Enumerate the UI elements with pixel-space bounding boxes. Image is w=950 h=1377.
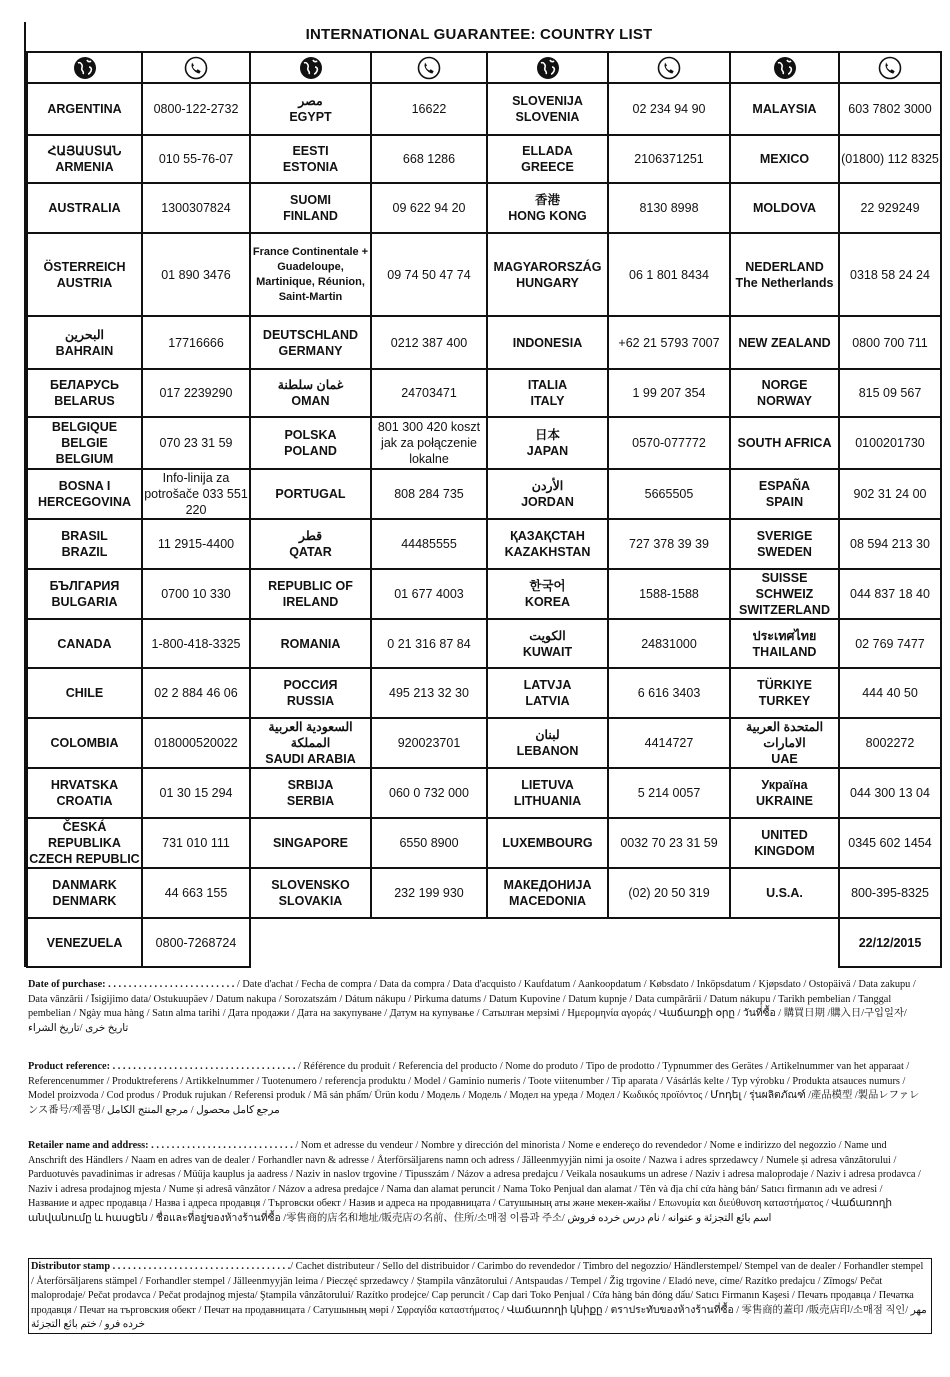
phone-number: 44485555	[371, 519, 487, 569]
country-native-name: РОССИЯ	[283, 678, 338, 692]
distributor-stamp-translations: / Cachet distributeur / Sello del distribuidor / Carimbo do revendedor / Timbro del negozzio/ Händlerstempel/ Stempel van de dealer / Forhandler stempel / Återförsäljarens stämpel / Forhandler stempel / Jälleenmyyjän leima / Pieczęć sprzedawcy / Ștampila vânzătorului / Antspaudas / Tempel / Žig trgovine / Eladó neve, címe/ Razítko predajcu / Zīmogs/ Pečat maloprodaje/ Pečat prodavca / Pečat prodajnog mjesta/ Ştampila vânzătorului/ Razítko prodejce/ Cap peruncit / Cap dari Toko Penjual / Cửa hàng bán đóng dấu/ Satıcı Firmanın Kaşesi / Печать продавца / Печатка продавця / Печат на търговския обект / Печат на продавницата / Сатушының мөрі / Σφραγίδα καταστήματος / Վաճառողի կնիքը / ตราประทับของห้างร้านที่ซื้อ / 零售商的蓋印 /販売店印/소매점 직인/ مهر خرده فرو / ختم بائع التجزئة	[31, 1261, 927, 1331]
country-english-name: IRELAND	[282, 595, 339, 609]
country-name	[250, 369, 371, 417]
country-english-name: OMAN	[291, 394, 330, 408]
country-name	[27, 768, 142, 818]
phone-number: 1-800-418-3325	[142, 619, 250, 668]
country-english-name: KOREA	[524, 595, 571, 609]
phone-number: 495 213 32 30	[371, 668, 487, 718]
country-native-name: Україна	[761, 778, 808, 792]
page-title: INTERNATIONAL GUARANTEE: COUNTRY LIST	[305, 26, 653, 43]
country-name	[27, 718, 142, 768]
country-native-name: SVERIGE	[756, 529, 813, 543]
phone-number: 6 616 3403	[608, 668, 730, 718]
phone-number: 731 010 111	[142, 818, 250, 868]
country-native-name: БЪЛГАРИЯ	[49, 579, 120, 593]
country-name	[250, 519, 371, 569]
product-reference-translations: / Référence du produit / Referencia del producto / Nome do produto / Tipo de prodotto / Typnummer des Gerätes / Artikelnummer van het apparaat / Referencenummer / Produktreferens / Artikkelnummer / Tuotenumero / referencja produktu / Model / Gaminio numeris / Toote viitenumber / Tip aparata / Vásárlás kelte / Typ výrobku / Produkta atsauces numurs / Model proizvoda / Cod produs / Produk rujukan / Referensi produk / Mã sản phẩm/ Ürün kodu / Модель / Модель / Модел на уреда / Модел / Κωδικός προϊόντος / Մոդել / รุ่นผลิตภัณฑ์ /產品模型 /製品レファレンス番号/제품명/ مرجع کامل محصول / مرجع المنتج الكامل	[28, 1061, 920, 1116]
country-native-name: ITALIA	[527, 378, 568, 392]
phone-number: (02) 20 50 319	[608, 868, 730, 918]
table-row	[27, 619, 941, 668]
phone-number: 044 837 18 40	[839, 569, 941, 619]
country-name	[487, 83, 608, 135]
country-name	[250, 768, 371, 818]
country-name	[250, 417, 371, 469]
country-native-name: 한국어	[529, 579, 566, 593]
country-name	[487, 183, 608, 233]
country-name	[250, 183, 371, 233]
country-native-name: الأردن	[531, 479, 564, 493]
globe-icon	[27, 52, 142, 83]
country-native-name: ELLADA	[522, 144, 573, 158]
country-name	[487, 233, 608, 316]
country-native-name: قطر	[298, 529, 323, 543]
table-row	[27, 369, 941, 417]
phone-number: 01 677 4003	[371, 569, 487, 619]
country-native-name: البحرين	[64, 327, 104, 342]
phone-number: 018000520022	[142, 718, 250, 768]
country-english-name: POLAND	[284, 444, 337, 458]
country-native-name: TÜRKIYE	[757, 678, 812, 692]
document-date: 22/12/2015	[839, 918, 941, 967]
country-name	[730, 417, 839, 469]
retailer-translations: / Nom et adresse du vendeur / Nombre y dirección del minorista / Nome e endereço do revendedor / Nome e indirizzo del negozzio / Name und Anschrift des Händlers / Naam en adres van de dealer / Forhandler navn & adresse / Återförsäljarens namn och adress / Jälleenmyyjän nimi ja osoite / Nazwa i adres sprzedawcy / Numele și adresa vânzătorului / Parduotuvės pavadinimas ir adresas / Müüja kauplus ja aadress / Naziv in naslov trgovine / Tipusszám / Názov a adresa predajcu / Veikala nosaukums un adrese / Naziv i adresa maloprodaje / Naziv i adresa prodavca / Naziv i adresa prodajnog mjesta / Nume și adresă vânzător / Názov a adresa predajce / Nama dan alamat peruncit / Nama Toko Penjual dan alamat / Tên và địa chỉ cửa hàng bán/ Satıcı firmanın adı ve adresi / Название и адрес продавца / Назва і адреса продавця / Търговски обект / Назив и адреса на продавницата / Сатушының аты және мекен-жайы / Επωνυμία και διεύθυνση καταστήματος / Վաճառողի անվանումը և հասցեն / ชื่อและที่อยู่ของห้างร้านที่ซื้อ /零售商的店名和地址/販売店の名前、住所/소매점 이름과 주소/ اسم بائع التجزئة و عنوانه / نام درس خرده فروش	[28, 1140, 921, 1224]
table-row	[27, 868, 941, 918]
country-native-name: AUSTRALIA	[48, 201, 121, 215]
country-native-name: PORTUGAL	[275, 487, 346, 501]
table-row	[27, 818, 941, 868]
country-name	[250, 619, 371, 668]
country-native-name: MEXICO	[759, 152, 810, 166]
country-english-name: HUNGARY	[516, 275, 579, 290]
phone-number: 5 214 0057	[608, 768, 730, 818]
country-native-name: ՀԱՅԱՍՏԱՆ	[47, 144, 122, 158]
country-name	[250, 316, 371, 369]
country-english-name: LEBANON	[516, 744, 579, 758]
country-name	[27, 668, 142, 718]
country-english-name: ITALY	[530, 394, 565, 408]
country-name	[27, 183, 142, 233]
table-row	[27, 183, 941, 233]
phone-icon	[608, 52, 730, 83]
country-english-name: SWEDEN	[757, 545, 812, 559]
phone-number: 09 74 50 47 74	[371, 233, 487, 316]
country-english-name: ARMENIA	[55, 160, 114, 174]
country-native-name: MAGYARORSZÁG	[493, 259, 602, 274]
country-name	[27, 316, 142, 369]
country-native-name: BELGIQUE BELGIE	[51, 420, 118, 450]
country-name: VENEZUELA	[27, 918, 142, 967]
phone-number: 1588-1588	[608, 569, 730, 619]
phone-number: 0212 387 400	[371, 316, 487, 369]
country-name	[487, 569, 608, 619]
phone-number: 920023701	[371, 718, 487, 768]
country-english-name: The Netherlands	[735, 275, 834, 290]
phone-number: 0318 58 24 24	[839, 233, 941, 316]
country-native-name: ROMANIA	[280, 636, 341, 651]
table-row	[27, 469, 941, 519]
phone-number: 0800 700 711	[839, 316, 941, 369]
phone-number: 603 7802 3000	[839, 83, 941, 135]
globe-icon	[730, 52, 839, 83]
country-native-name: CANADA	[57, 636, 112, 651]
phone-number: 017 2239290	[142, 369, 250, 417]
phone-number: 02 769 7477	[839, 619, 941, 668]
country-english-name: DENMARK	[52, 894, 117, 908]
country-english-name: GERMANY	[278, 343, 343, 358]
country-english-name: MACEDONIA	[508, 894, 587, 908]
country-english-name: UKRAINE	[756, 794, 813, 808]
country-native-name: الكويت	[529, 628, 566, 643]
phone-number: 0345 602 1454	[839, 818, 941, 868]
country-native-name: DEUTSCHLAND	[262, 327, 359, 342]
country-name	[730, 768, 839, 818]
header-row	[27, 52, 941, 83]
product-reference-label: Product reference: . . . . . . . . . . . . . . . . . . . . . . . . . . . . . . . . . . . .	[28, 1061, 296, 1072]
phone-number: 070 23 31 59	[142, 417, 250, 469]
country-native-name: المتحدة العربية الامارات	[745, 720, 824, 750]
phone-number: 22 929249	[839, 183, 941, 233]
globe-icon	[487, 52, 608, 83]
country-name	[487, 818, 608, 868]
country-english-name: SAUDI ARABIA	[265, 752, 356, 766]
country-name	[250, 718, 371, 768]
phone-number: 01 890 3476	[142, 233, 250, 316]
blank-area	[250, 918, 839, 967]
country-native-name: SLOVENIJA	[512, 94, 583, 108]
country-native-name: 香港	[534, 193, 560, 207]
phone-number: 0032 70 23 31 59	[608, 818, 730, 868]
country-name	[487, 668, 608, 718]
country-name	[487, 519, 608, 569]
phone-number: 09 622 94 20	[371, 183, 487, 233]
country-name	[250, 868, 371, 918]
country-native-name: LIETUVA	[521, 778, 574, 792]
phone-icon	[371, 52, 487, 83]
country-name	[487, 718, 608, 768]
country-name	[27, 469, 142, 519]
country-name	[730, 668, 839, 718]
country-english-name: KAZAKHSTAN	[504, 545, 591, 559]
retailer-label: Retailer name and address: . . . . . . . . . . . . . . . . . . . . . . . . . . . .	[28, 1140, 293, 1151]
country-name	[730, 569, 839, 619]
country-english-name: BAHRAIN	[55, 343, 114, 358]
country-name	[487, 369, 608, 417]
country-english-name: CZECH REPUBLIC	[29, 852, 140, 866]
phone-number: 02 2 884 46 06	[142, 668, 250, 718]
phone-number: 06 1 801 8434	[608, 233, 730, 316]
phone-number: 010 55-76-07	[142, 135, 250, 183]
phone-number: 0 21 316 87 84	[371, 619, 487, 668]
country-english-name: RUSSIA	[286, 694, 335, 708]
phone-number: 1300307824	[142, 183, 250, 233]
date-of-purchase-translations: / Date d'achat / Fecha de compra / Data da compra / Data d'acquisto / Kaufdatum / Aankoopdatum / Købsdato / Inköpsdatum / Kjøpsdato / Ostopäivä / Data zakupu / Data vânzării / Īsigijimo data/ Ostukuupäev / Datum nakupa / Sorozatszám / Dátum nákupu / Pirkuma datums / Datum Kupovine / Datum kupnje / Data cumpărării / Datum nákupu / Tarikh pembelian / Tanggal pembelian / Ngày mua hàng / Satın alma tarihi / Дата продажи / Дата на закупуване / Датум на купување / Сатылған мерзімі / Ημερομηνία αγοράς / Վաճառքի օրը / วันที่ซื้อ / 購買日期 /購入日/구입일자/ تاریخ خری /تاريخ الشراء	[28, 979, 916, 1034]
table-row	[27, 233, 941, 316]
country-english-name: LATVIA	[525, 694, 570, 708]
country-native-name: SUISSE SCHWEIZ	[755, 571, 814, 601]
table-row	[27, 768, 941, 818]
phone-number: 668 1286	[371, 135, 487, 183]
table-row	[27, 316, 941, 369]
country-name	[27, 135, 142, 183]
phone-number: 0800-122-2732	[142, 83, 250, 135]
country-english-name: CROATIA	[56, 794, 113, 808]
country-native-name: CHILE	[65, 686, 104, 700]
phone-number: 902 31 24 00	[839, 469, 941, 519]
phone-number: 1 99 207 354	[608, 369, 730, 417]
country-native-name: SUOMI	[290, 193, 331, 207]
country-native-name: NEW ZEALAND	[738, 335, 831, 350]
distributor-stamp-block	[28, 1258, 932, 1334]
country-english-name: SWITZERLAND	[739, 603, 830, 617]
globe-icon	[250, 52, 371, 83]
country-english-name: EGYPT	[289, 110, 332, 124]
country-english-name: QATAR	[289, 545, 332, 559]
phone-number: 8130 8998	[608, 183, 730, 233]
country-name	[250, 135, 371, 183]
country-english-name: BRAZIL	[61, 545, 108, 559]
country-english-name: THAILAND	[752, 644, 817, 659]
date-of-purchase-label: Date of purchase: . . . . . . . . . . . . . . . . . . . . . . . . .	[28, 979, 235, 990]
country-name	[487, 135, 608, 183]
country-english-name: KINGDOM	[754, 844, 815, 858]
country-english-name: GREECE	[521, 160, 574, 174]
phone-number: 24703471	[371, 369, 487, 417]
country-native-name: مصر	[298, 94, 323, 108]
phone-number: 808 284 735	[371, 469, 487, 519]
country-name	[730, 233, 839, 316]
country-english-name: AUSTRIA	[56, 275, 113, 290]
country-native-name: ÖSTERREICH	[43, 259, 126, 274]
country-native-name: لبنان	[535, 728, 560, 742]
country-english-name: BULGARIA	[51, 595, 118, 609]
country-name	[27, 83, 142, 135]
table-row	[27, 83, 941, 135]
phone-number: Info-linija za potrošače 033 551 220	[142, 469, 250, 519]
country-native-name: INDONESIA	[512, 335, 583, 350]
country-native-name: COLOMBIA	[50, 736, 119, 750]
country-name	[730, 469, 839, 519]
table-row	[27, 569, 941, 619]
phone-number: 6550 8900	[371, 818, 487, 868]
phone-number: (01800) 112 8325	[839, 135, 941, 183]
country-english-name: JAPAN	[526, 444, 569, 458]
country-name	[250, 818, 371, 868]
country-name	[250, 668, 371, 718]
country-native-name: 日本	[534, 428, 560, 442]
phone-number: 0570-077772	[608, 417, 730, 469]
phone-number: 727 378 39 39	[608, 519, 730, 569]
phone-number: 060 0 732 000	[371, 768, 487, 818]
country-native-name: HRVATSKA	[50, 778, 119, 792]
phone-number: 2106371251	[608, 135, 730, 183]
country-native-name: ҚАЗАҚСТАН	[510, 529, 585, 543]
country-table	[26, 51, 942, 968]
retailer-block	[28, 1139, 924, 1227]
country-name	[730, 369, 839, 417]
country-native-name: BRASIL	[61, 529, 108, 543]
phone-number: 801 300 420 koszt jak za połączenie lokalne	[371, 417, 487, 469]
country-name	[487, 316, 608, 369]
country-english-name: KUWAIT	[522, 644, 573, 659]
country-native-name: DANMARK	[52, 878, 117, 892]
country-english-name: NORWAY	[757, 394, 812, 408]
country-name	[730, 183, 839, 233]
country-english-name: JORDAN	[521, 495, 574, 509]
table-row	[27, 135, 941, 183]
country-native-name: السعودية العربية المملكة	[268, 720, 353, 750]
country-native-name: NORGE	[761, 378, 808, 392]
country-native-name: ประเทศไทย	[752, 628, 817, 643]
phone-number: 01 30 15 294	[142, 768, 250, 818]
phone-number: 02 234 94 90	[608, 83, 730, 135]
country-name	[730, 718, 839, 768]
country-native-name: France Continentale + Guadeloupe, Martinique, Réunion, Saint-Martin	[252, 245, 369, 303]
country-native-name: ČESKÁ REPUBLIKA	[48, 820, 121, 850]
country-native-name: MOLDOVA	[753, 201, 816, 215]
country-name	[730, 519, 839, 569]
country-english-name: FINLAND	[283, 209, 338, 223]
phone-number: 0800-7268724	[142, 918, 250, 967]
product-reference-block	[28, 1060, 924, 1118]
country-name	[27, 417, 142, 469]
phone-number: 0100201730	[839, 417, 941, 469]
country-native-name: ARGENTINA	[47, 102, 122, 116]
country-name	[27, 233, 142, 316]
country-native-name: SLOVENSKO	[271, 878, 350, 892]
table-row	[27, 519, 941, 569]
country-english-name: TURKEY	[758, 694, 811, 708]
country-native-name: غمان سلطنة	[277, 378, 344, 392]
country-english-name: BELARUS	[54, 394, 115, 408]
country-english-name: SLOVENIA	[515, 110, 580, 124]
phone-icon	[839, 52, 941, 83]
phone-number: 0700 10 330	[142, 569, 250, 619]
country-name	[487, 417, 608, 469]
distributor-stamp-label: Distributor stamp . . . . . . . . . . . . . . . . . . . . . . . . . . . . . . . . . . .	[31, 1261, 291, 1272]
country-name	[730, 619, 839, 668]
phone-number: 17716666	[142, 316, 250, 369]
phone-number: 24831000	[608, 619, 730, 668]
country-native-name: U.S.A.	[766, 886, 803, 900]
country-native-name: SINGAPORE	[272, 836, 348, 850]
country-english-name: UAE	[771, 752, 798, 766]
country-name	[730, 135, 839, 183]
country-native-name: POLSKA	[284, 428, 337, 442]
phone-number: +62 21 5793 7007	[608, 316, 730, 369]
phone-number: 800-395-8325	[839, 868, 941, 918]
date-of-purchase-block	[28, 978, 924, 1036]
table-row	[27, 417, 941, 469]
country-name	[27, 519, 142, 569]
country-native-name: МАКЕДОНИЈА	[503, 878, 592, 892]
phone-number: 444 40 50	[839, 668, 941, 718]
country-english-name: HERCEGOVINA	[37, 495, 132, 509]
phone-number: 5665505	[608, 469, 730, 519]
country-name	[27, 818, 142, 868]
country-name	[27, 569, 142, 619]
country-name	[730, 316, 839, 369]
country-name	[730, 83, 839, 135]
country-native-name: LUXEMBOURG	[502, 836, 593, 850]
country-english-name: SERBIA	[286, 794, 335, 808]
phone-number: 44 663 155	[142, 868, 250, 918]
country-english-name: HONG KONG	[508, 209, 587, 223]
country-name	[250, 233, 371, 316]
country-name	[730, 818, 839, 868]
country-english-name: BELGIUM	[55, 452, 114, 466]
country-native-name: REPUBLIC OF	[268, 579, 353, 593]
country-english-name: ESTONIA	[282, 160, 339, 174]
country-english-name: SPAIN	[765, 495, 804, 509]
country-native-name: БЕЛАРУСЬ	[49, 378, 120, 392]
country-name	[27, 868, 142, 918]
phone-number: 232 199 930	[371, 868, 487, 918]
country-name	[250, 569, 371, 619]
country-name	[487, 768, 608, 818]
table-row	[27, 918, 941, 967]
country-english-name: LITHUANIA	[513, 794, 582, 808]
country-native-name: SOUTH AFRICA	[737, 436, 832, 450]
country-native-name: UNITED	[761, 828, 808, 842]
phone-number: 8002272	[839, 718, 941, 768]
country-name	[487, 619, 608, 668]
phone-number: 044 300 13 04	[839, 768, 941, 818]
country-name	[27, 369, 142, 417]
country-native-name: MALAYSIA	[752, 102, 817, 116]
country-name	[730, 868, 839, 918]
table-row	[27, 718, 941, 768]
country-name	[27, 619, 142, 668]
phone-number: 4414727	[608, 718, 730, 768]
phone-number: 11 2915-4400	[142, 519, 250, 569]
phone-icon	[142, 52, 250, 83]
country-name	[487, 868, 608, 918]
country-native-name: EESTI	[292, 144, 329, 158]
phone-number: 08 594 213 30	[839, 519, 941, 569]
phone-number: 16622	[371, 83, 487, 135]
country-native-name: SRBIJA	[287, 778, 334, 792]
country-native-name: LATVJA	[523, 678, 572, 692]
country-native-name: NEDERLAND	[745, 259, 824, 274]
country-name	[250, 469, 371, 519]
country-english-name: SLOVAKIA	[278, 894, 343, 908]
phone-number: 815 09 567	[839, 369, 941, 417]
table-row	[27, 668, 941, 718]
country-name	[250, 83, 371, 135]
country-name	[487, 469, 608, 519]
country-native-name: BOSNA I	[58, 479, 111, 493]
country-native-name: ESPAÑA	[758, 479, 811, 493]
